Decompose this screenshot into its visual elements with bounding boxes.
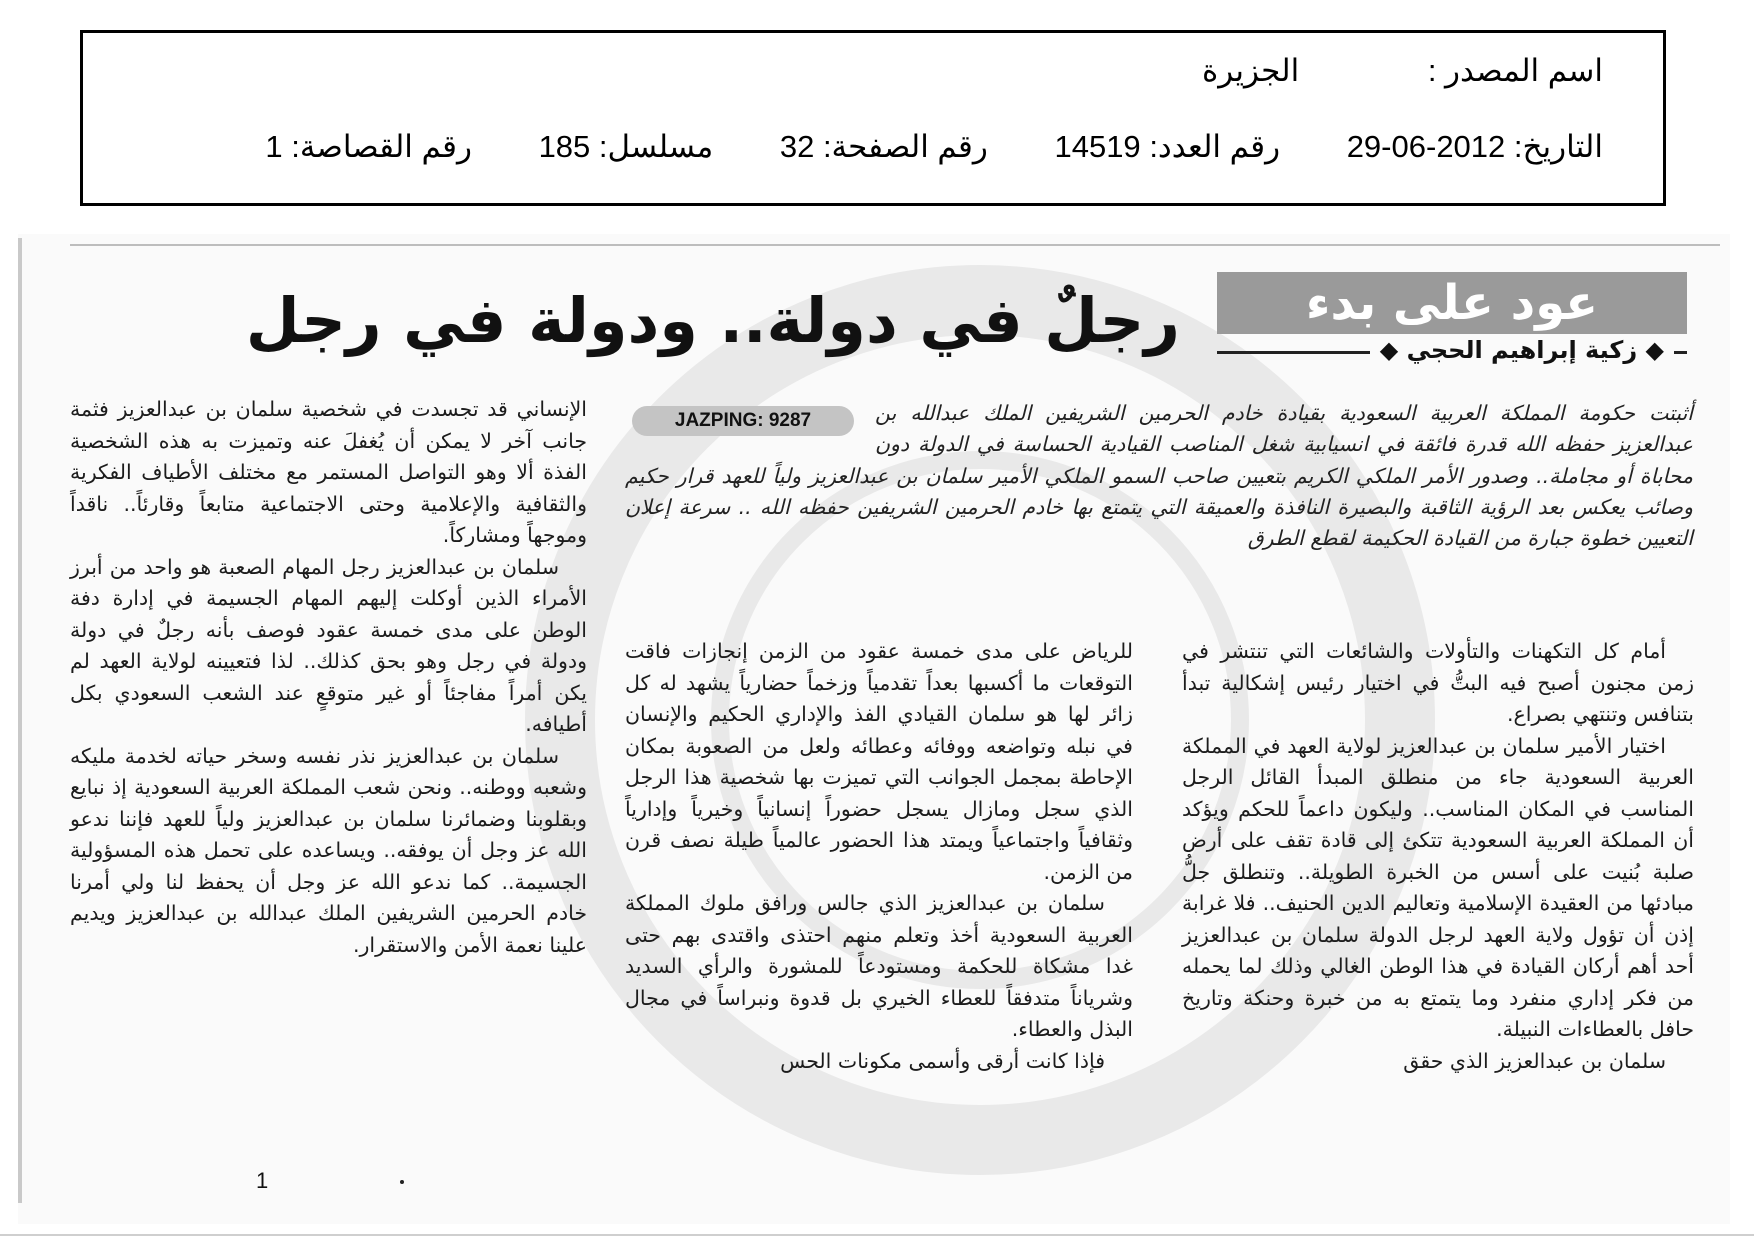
paragraph: سلمان بن عبدالعزيز نذر نفسه وسخر حياته لخدمة مليكه وشعبه ووطنه.. ونحن شعب المملكة العربية السعودية إذ نبايع وبقلوبنا وضمائرنا سلمان بن عبدالعزيز ولياً للعهد فإننا ندعو الله عز وجل أن يوفقه.. ويساعده على تحمل هذه المسؤولية الجسيمة.. كما ندعو الله عز وجل أن يحفظ لنا ولي أمرنا خادم الحرمين الشريفين الملك عبدالله بن عبدالعزيز ويديم علينا نعمة الأمن والاستقرار. <box>70 743 587 957</box>
page-label: رقم الصفحة: <box>822 129 988 164</box>
article-column-right <box>1182 636 1694 1077</box>
dot-mark <box>400 1180 404 1184</box>
source-value: الجزيرة <box>1202 53 1300 88</box>
paragraph: اختيار الأمير سلمان بن عبدالعزيز لولاية العهد في المملكة العربية السعودية جاء من منطلق المبدأ القائل الرجل المناسب في المكان المناسب.. وليكون داعماً للحكم ويؤكد أن المملكة العربية السعودية تتكئ إلى قادة تقف على أرض صلبة بُنيت على أسس من الخبرة الطويلة.. وتنطلق جلُّ مبادئها من العقيدة الإسلامية وتعاليم الدين الحنيف.. فلا غرابة إذن أن تؤول ولاية العهد لرجل الدولة سلمان بن عبدالعزيز أحد أهم أركان القيادة في هذا الوطن الغالي وذلك لما يحمله من فكر إداري منفرد وما يتمتع به من خبرة وحنكة وتاريخ حافل بالعطاءات النبيلة. <box>1182 733 1694 1041</box>
lead-text: أثبتت حكومة المملكة العربية السعودية بقيادة خادم الحرمين الشريفين الملك عبدالله بن عبدالعزيز حفظه الله قدرة فائقة في انسيابية شغل المناصب القيادية الحساسة في الدولة دون محاباة أو مجاملة.. وصدور الأمر الملكي الكريم بتعيين صاحب السمو الملكي الأمير سلمان بن عبدالعزيز ولياً للعهد قرار حكيم وصائب يعكس بعد الرؤية الثاقبة والبصيرة النافذة والعميقة التي يتمتع بها خادم الحرمين الشريفين حفظه الله .. سرعة إعلان التعيين خطوة جبارة من القيادة الحكيمة لقطع الطرق <box>625 401 1693 551</box>
page-number: 1 <box>256 1168 269 1193</box>
serial-value: 185 <box>538 129 591 164</box>
jazping-badge: JAZPING: 9287 <box>632 406 854 436</box>
issue-field <box>1054 129 1280 165</box>
page-value: 32 <box>779 129 815 164</box>
author-byline: ◆ زكية إبراهيم الحجي ◆ <box>1370 336 1674 364</box>
source-line <box>1202 53 1603 89</box>
clip-number-value: 1 <box>265 129 283 164</box>
paragraph: فإذا كانت أرقى وأسمى مكونات الحس <box>780 1048 1105 1073</box>
issue-value: 14519 <box>1054 129 1141 164</box>
article-column-middle <box>625 636 1133 1077</box>
column-title: عود على بدء <box>1305 275 1599 331</box>
paragraph: أمام كل التكهنات والتأولات والشائعات التي تنتشر في زمن مجنون أصبح فيه البتُّ في اختيار رئيس إشكالية تبدأ بتنافس وتنتهي بصراع. <box>1182 639 1694 726</box>
date-label: التاريخ: <box>1513 129 1603 164</box>
serial-field <box>539 129 714 165</box>
details-line <box>265 129 1603 165</box>
date-field <box>1347 129 1603 165</box>
paragraph: سلمان بن عبدالعزيز الذي جالس ورافق ملوك المملكة العربية السعودية أخذ وتعلم منهم احتذى واقتدى بهم حتى غدا مشكاة للحكمة ومستودعاً للمشورة والرأي السديد وشرياناً متدفقاً للعطاء الخيري بل قدوة ونبراساً في مجال البذل والعطاء. <box>625 891 1133 1041</box>
clipping-top-rule <box>70 244 1720 246</box>
article-column-left <box>70 394 587 961</box>
article-headline: رجلٌ في دولة.. ودولة في رجل <box>245 284 1180 357</box>
issue-label: رقم العدد: <box>1149 129 1281 164</box>
serial-label: مسلسل: <box>598 129 714 164</box>
clipping-bottom-rule <box>0 1234 1754 1236</box>
clip-number-label: رقم القصاصة: <box>291 129 472 164</box>
clipping-left-edge <box>18 238 22 1203</box>
paragraph: سلمان بن عبدالعزيز رجل المهام الصعبة هو واحد من أبرز الأمراء الذين أوكلت إليهم المهام الجسيمة في إدارة دفة الوطن على مدى خمسة عقود فوصف بأنه رجلٌ في دولة ودولة في رجل وهو بحق كذلك.. لذا فتعيينه لولاية العهد لم يكن أمراً مفاجئاً أو غير متوقعٍ عند الشعب السعودي بكل أطيافه. <box>70 554 587 736</box>
clip-number-field <box>265 129 472 165</box>
page-field <box>780 129 988 165</box>
paragraph: الإنساني قد تجسدت في شخصية سلمان بن عبدالعزيز فثمة جانب آخر لا يمكن أن يُغفلَ عنه وتميزت به هذه الشخصية الفذة ألا وهو التواصل المستمر مع مختلف الأطياف الفكرية والثقافية والإعلامية وحتى الاجتماعية متابعاً وقارئاً.. ناقداً وموجهاً ومشاركاً. <box>70 397 587 547</box>
clipping-metadata-box <box>80 30 1666 206</box>
date-value: 2012-06-29 <box>1346 129 1506 164</box>
paragraph: سلمان بن عبدالعزيز الذي حقق <box>1403 1048 1666 1073</box>
source-label: اسم المصدر : <box>1427 53 1603 88</box>
paragraph: للرياض على مدى خمسة عقود من الزمن إنجازات فاقت التوقعات ما أكسبها بعداً تقدمياً وزخماً حضارياً يشهد له كل زائر لها هو سلمان القيادي الفذ والإداري الحكيم والإنسان في نبله وتواضعه ووفائه وعطائه ولعل من الصعوبة بمكان الإحاطة بمجمل الجوانب التي تميزت بها شخصية هذا الرجل الذي سجل ومازال يسجل حضوراً إنسانياً وخيرياً وإدارياً وثقافياً واجتماعياً ويمتد هذا الحضور عالمياً طيلة نصف قرن من الزمن. <box>625 639 1133 884</box>
